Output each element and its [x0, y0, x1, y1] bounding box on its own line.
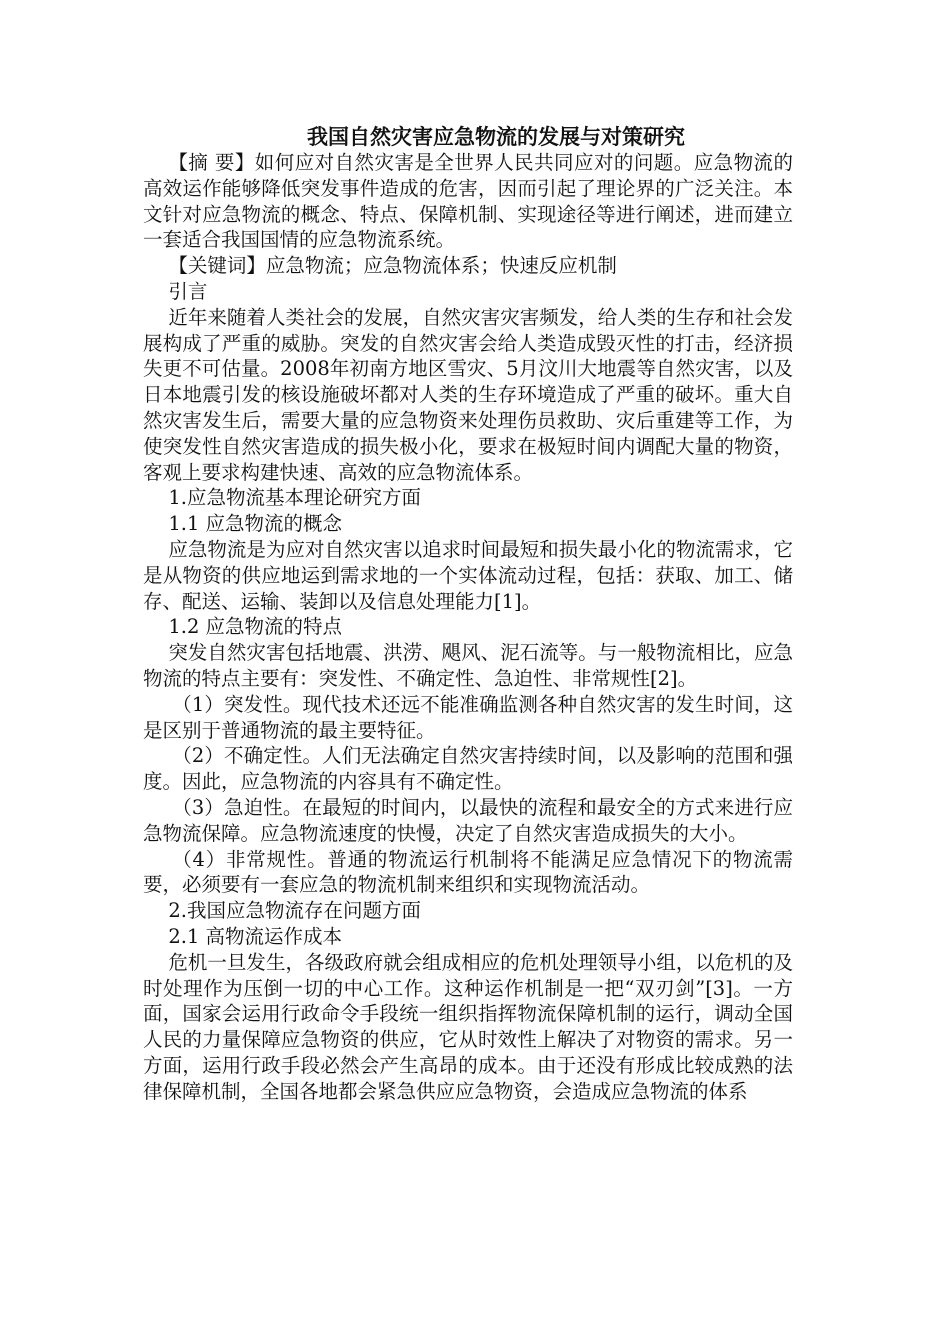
- document-body: [143, 150, 793, 1104]
- subsection-heading-1-1: 1.1 应急物流的概念: [168, 512, 343, 536]
- subsection-heading-1-2: 1.2 应急物流的特点: [168, 615, 343, 639]
- subsection-heading-2-1: 2.1 高物流运作成本: [168, 924, 343, 948]
- abstract-paragraph: 【摘 要】如何应对自然灾害是全世界人民共同应对的问题。应急物流的高效运作能够降低突发事件造成的危害，因而引起了理论界的广泛关注。本文针对应急物流的概念、特点、保障机制、实现途径等进行阐述，进而建立一套适合我国国情的应急物流系统。: [143, 151, 793, 252]
- feature-item-1: （1）突发性。现代技术还远不能准确监测各种自然灾害的发生时间，这是区别于普通物流的最主要特征。: [143, 692, 793, 742]
- section-heading-intro: 引言: [168, 279, 208, 303]
- feature-item-2: （2）不确定性。人们无法确定自然灾害持续时间，以及影响的范围和强度。因此，应急物流的内容具有不确定性。: [143, 744, 793, 794]
- section-heading-2: 2.我国应急物流存在问题方面: [168, 899, 421, 923]
- document-title: 我国自然灾害应急物流的发展与对策研究: [307, 124, 685, 149]
- cost-paragraph: 危机一旦发生，各级政府就会组成相应的危机处理领导小组，以危机的及时处理作为压倒一切的中心工作。这种运作机制是一把“双刃剑”[3]。一方面，国家会运用行政命令手段统一组织指挥物流保障机制的运行，调动全国人民的力量保障应急物资的供应，它从时效性上解决了对物资的需求。另一方面，运用行政手段必然会产生高昂的成本。由于还没有形成比较成熟的法律保障机制，全国各地都会紧急供应应急物资，会造成应急物流的体系: [143, 950, 793, 1103]
- intro-paragraph: 近年来随着人类社会的发展，自然灾害灾害频发，给人类的生存和社会发展构成了严重的威胁。突发的自然灾害会给人类造成毁灭性的打击，经济损失更不可估量。2008年初南方地区雪灾、5月汶川大地震等自然灾害，以及日本地震引发的核设施破坏都对人类的生存环境造成了严重的破坏。重大自然灾害发生后，需要大量的应急物资来处理伤员救助、灾后重建等工作，为使突发性自然灾害造成的损失极小化，要求在极短时间内调配大量的物资，客观上要求构建快速、高效的应急物流体系。: [143, 305, 793, 484]
- features-paragraph: 突发自然灾害包括地震、洪涝、飓风、泥石流等。与一般物流相比，应急物流的特点主要有：突发性、不确定性、急迫性、非常规性[2]。: [143, 641, 793, 690]
- feature-item-3: （3）急迫性。在最短的时间内，以最快的流程和最安全的方式来进行应急物流保障。应急物流速度的快慢，决定了自然灾害造成损失的大小。: [143, 795, 793, 845]
- keywords-paragraph: 【关键词】应急物流；应急物流体系；快速反应机制: [168, 254, 617, 278]
- section-heading-1: 1.应急物流基本理论研究方面: [168, 486, 421, 510]
- concept-paragraph: 应急物流是为应对自然灾害以追求时间最短和损失最小化的物流需求，它是从物资的供应地运到需求地的一个实体流动过程，包括：获取、加工、储存、配送、运输、装卸以及信息处理能力[1]。: [143, 537, 793, 613]
- feature-item-4: （4）非常规性。普通的物流运行机制将不能满足应急情况下的物流需要，必须要有一套应急的物流机制来组织和实现物流活动。: [143, 847, 793, 897]
